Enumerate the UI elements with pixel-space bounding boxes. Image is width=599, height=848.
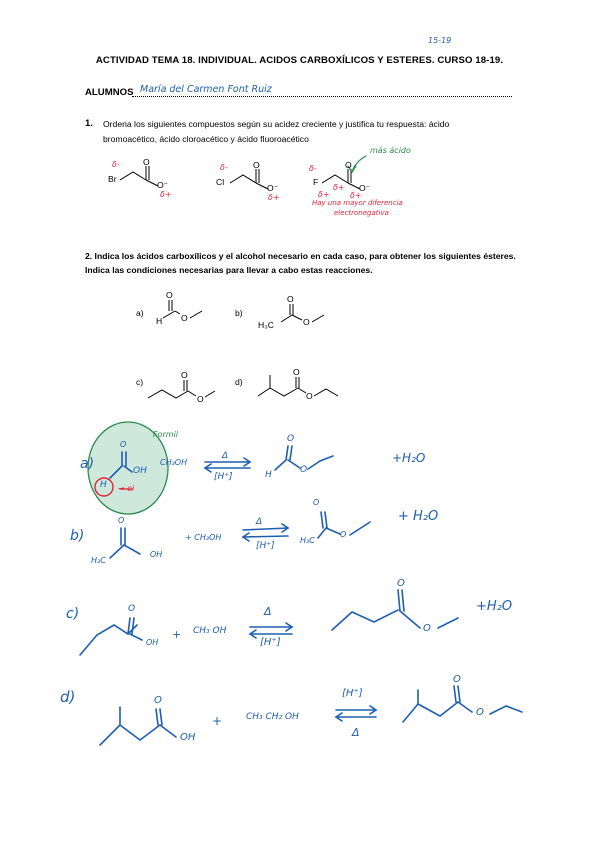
ester-d-structure bbox=[258, 375, 338, 396]
answer-d-o-carbonyl: O bbox=[154, 695, 162, 706]
q1-delta-plus-1: δ+ bbox=[160, 190, 172, 199]
q1-ominus-1: O⁻ bbox=[157, 180, 169, 190]
answer-b-catalyst: [H⁺] bbox=[256, 541, 275, 551]
answer-b-alcohol: + CH₃OH bbox=[185, 533, 222, 542]
q1-f-atom: F bbox=[313, 177, 319, 187]
answer-c-o-carbonyl: O bbox=[128, 604, 136, 614]
alumnos-name: María del Carmen Font Ruiz bbox=[140, 84, 272, 95]
chloroacetate-structure bbox=[230, 169, 268, 189]
answer-a-o-carbonyl: O bbox=[120, 440, 127, 449]
answer-d-alcohol: CH₃ CH₂ OH bbox=[246, 712, 299, 722]
answer-d-plus: + bbox=[212, 714, 223, 728]
answer-b-label: b) bbox=[70, 528, 85, 544]
q2-c-o-ester: O bbox=[197, 394, 204, 404]
q1-br-atom: Br bbox=[108, 174, 117, 184]
answer-c-oh: OH bbox=[146, 638, 159, 647]
answer-d-label: d) bbox=[60, 688, 76, 706]
answer-a-heat: Δ bbox=[222, 451, 229, 461]
corner-note: 15-19 bbox=[428, 36, 452, 45]
q2-b-h3c: H₃C bbox=[258, 320, 274, 330]
q2-label-b: b) bbox=[235, 308, 243, 318]
answer-b-h3c: H₃C bbox=[91, 556, 106, 565]
answer-c-alcohol: CH₃ OH bbox=[193, 626, 227, 636]
answer-a-product-o: O bbox=[287, 434, 295, 444]
q2-b-o-ester: O bbox=[303, 317, 310, 327]
answer-a-catalyst: [H⁺] bbox=[214, 472, 233, 482]
answer-b-product-o: O bbox=[313, 498, 320, 507]
q1-delta-plus-3: δ+ bbox=[318, 190, 330, 199]
q1-delta-minus-f: δ- bbox=[309, 164, 317, 173]
answer-c-label: c) bbox=[66, 606, 80, 622]
answer-c-heat: Δ bbox=[264, 605, 272, 618]
answer-b-product-h3c: H₃C bbox=[300, 536, 315, 545]
document-title: ACTIVIDAD TEMA 18. INDIVIDUAL. ACIDOS CARBOXÍLICOS Y ESTERES. CURSO 18-19. bbox=[95, 55, 504, 66]
answer-d-oh: OH bbox=[180, 732, 196, 743]
answer-b-product-o-ester: O bbox=[340, 530, 347, 539]
q2-text-line1: 2. Indica los ácidos carboxílicos y el alcohol necesario en cada caso, para obtener los siguientes ésteres. bbox=[85, 251, 516, 261]
answer-a-product-o-ester: O bbox=[300, 465, 308, 475]
q1-o-atom-2: O bbox=[253, 160, 260, 170]
q1-reason-line2: electronegativa bbox=[334, 209, 389, 217]
q1-delta-plus-5: δ+ bbox=[350, 191, 362, 200]
answer-b-o-carbonyl: O bbox=[118, 516, 125, 525]
answer-d-catalyst: [H⁺] bbox=[342, 688, 363, 699]
q1-delta-minus-cl: δ- bbox=[220, 163, 228, 172]
answer-a-removed-h: H bbox=[100, 480, 107, 490]
answer-a-to-oi: → oi bbox=[118, 484, 135, 493]
answer-d-product-o: O bbox=[453, 674, 461, 685]
q1-delta-minus-br: δ- bbox=[112, 160, 120, 169]
answer-c-catalyst: [H⁺] bbox=[260, 637, 281, 648]
answer-c-water: +H₂O bbox=[476, 599, 513, 614]
q2-b-o-carbonyl: O bbox=[287, 294, 294, 304]
answer-b-heat: Δ bbox=[256, 517, 263, 527]
answer-a-water: +H₂O bbox=[392, 451, 426, 465]
answer-c-product-o-ester: O bbox=[423, 623, 431, 634]
q2-label-a: a) bbox=[136, 308, 144, 318]
ester-c-structure bbox=[148, 380, 215, 398]
q1-number: 1. bbox=[85, 118, 93, 129]
q2-a-h: H bbox=[156, 316, 163, 326]
q1-delta-plus-4: δ+ bbox=[333, 183, 345, 192]
q1-o-atom-3: O bbox=[345, 160, 352, 170]
q1-o-atom-1: O bbox=[143, 157, 150, 167]
formil-note: Formil bbox=[153, 430, 179, 439]
answer-d-heat: Δ bbox=[352, 726, 360, 739]
q2-c-o-carbonyl: O bbox=[181, 370, 188, 380]
answer-b-oh: OH bbox=[150, 550, 163, 559]
answer-b-water: + H₂O bbox=[398, 509, 439, 524]
alumnos-label: ALUMNOS bbox=[85, 87, 134, 98]
q1-ominus-3: O⁻ bbox=[359, 183, 371, 193]
q2-a-o-carbonyl: O bbox=[166, 290, 173, 300]
answer-c-product-o: O bbox=[397, 578, 405, 589]
q1-mas-acido: más ácido bbox=[370, 146, 411, 155]
q1-text-line1: Ordena los siguientes compuestos según su acidez creciente y justifica tu respuesta: ácido bbox=[103, 119, 450, 129]
answer-a-product-h: H bbox=[265, 470, 272, 480]
bromoacetate-structure bbox=[120, 166, 158, 186]
answer-d-product-o-ester: O bbox=[476, 707, 484, 718]
q2-d-o-carbonyl: O bbox=[293, 367, 300, 377]
q1-delta-plus-2: δ+ bbox=[268, 193, 280, 202]
q2-a-o-ester: O bbox=[181, 313, 188, 323]
q2-label-c: c) bbox=[136, 377, 144, 387]
q1-ominus-2: O⁻ bbox=[267, 183, 279, 193]
q1-cl-atom: Cl bbox=[216, 177, 225, 187]
answer-a-oh: OH bbox=[133, 466, 147, 476]
answer-a-label: a) bbox=[80, 456, 95, 472]
q1-reason-line1: Hay una mayor diferencia bbox=[312, 199, 403, 207]
q2-d-o-ester: O bbox=[306, 391, 313, 401]
answer-a-alcohol: CH₃OH bbox=[160, 458, 188, 467]
answer-c-plus: + bbox=[172, 628, 182, 641]
q2-label-d: d) bbox=[235, 377, 243, 387]
q1-text-line2: bromoacético, ácido cloroacético y ácido fluoroacético bbox=[103, 134, 309, 144]
q2-text-line2: Indica las condiciones necesarias para llevar a cabo estas reacciones. bbox=[85, 265, 373, 275]
